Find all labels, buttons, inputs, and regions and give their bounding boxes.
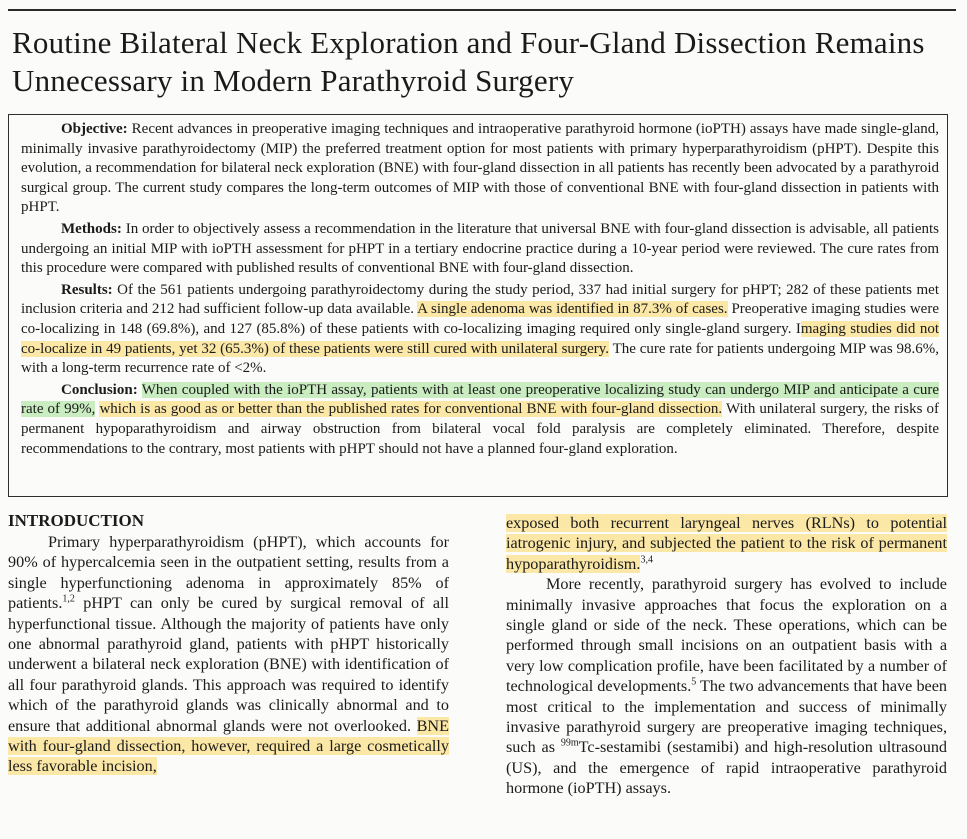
- paper-title: Routine Bilateral Neck Exploration and Four-Gland Dissection Remains Unnecessary in Modern Parathyroid Surgery: [12, 25, 925, 98]
- results-highlight-colocalize: maging studies did not co-localize in 49 patients, yet 32 (65.3%) of these patients were still cured with unilateral surgery.: [21, 320, 939, 357]
- intro-p1-text-a: Primary hyperparathyroidism (pHPT), which accounts for 90% of hypercalcemia seen in the outpatient setting, results from a single hyperfunctioning adenoma in approximately 85% of patients.: [8, 533, 449, 613]
- top-rule: [8, 9, 956, 11]
- intro-heading: INTRODUCTION: [8, 511, 145, 530]
- abstract-box: [8, 114, 948, 497]
- intro-paragraph-1-cont: [506, 513, 947, 574]
- conclusion-highlight-green: When coupled with the ioPTH assay, patients with at least one preoperative localizing study can undergo MIP and anticipate a cure rate of 99%,: [21, 381, 939, 418]
- isotope-superscript: 99m: [560, 738, 579, 750]
- results-text-a: Of the 561 patients undergoing parathyroidectomy during the study period, 337 had initial surgery for pHPT; 282 of these patients met inclusion criteria and 212 had sufficient follow-up data available.: [21, 281, 939, 318]
- results-text-c: The cure rate for patients undergoing MIP was 98.6%, with a long-term recurrence rate of <2%.: [21, 340, 939, 377]
- intro-paragraph-2: [506, 574, 947, 798]
- citation: 5: [691, 676, 697, 688]
- abstract-methods: [21, 220, 939, 279]
- intro-highlight-incision: BNE with four-gland dissection, however, required a large cosmetically less favorable incision,: [8, 716, 449, 776]
- objective-label: Objective:: [61, 121, 128, 137]
- right-column: [506, 513, 947, 799]
- intro-p2-text-c: Tc-sestamibi (sestamibi) and high-resolution ultrasound (US), and the emergence of rapid intraoperative parathyroid hormone (ioPTH) assays.: [506, 738, 947, 798]
- methods-label: Methods:: [61, 220, 122, 237]
- conclusion-text: With unilateral surgery, the risks of permanent hypoparathyroidism and airway obstruction from bilateral vocal fold paralysis are completely eliminated. Therefore, despite recommendations to the contrary, most patients with pHPT should not have a planned four-gland exploration.: [21, 401, 939, 457]
- intro-p2-text-a: More recently, parathyroid surgery has evolved to include minimally invasive approaches that focus the exploration on a single gland or side of the neck. These operations, which can be performed through small incisions on an outpatient basis with a very low complication profile, have been facilitated by a number of technological developments.: [506, 575, 947, 696]
- abstract-objective: [21, 120, 939, 218]
- conclusion-highlight-yellow: which is as good as or better than the published rates for conventional BNE with four-gland dissection.: [99, 401, 723, 418]
- abstract-results: [21, 281, 939, 379]
- left-column: [8, 510, 449, 777]
- abstract-conclusion: [21, 381, 939, 459]
- results-text-b: Preoperative imaging studies were co-localizing in 148 (69.8%), and 127 (85.8%) of these patients with co-localizing imaging required only single-gland surgery. I: [21, 301, 939, 337]
- intro-highlight-rln: exposed both recurrent laryngeal nerves (RLNs) to potential iatrogenic injury, and subjected the patient to the risk of permanent hypoparathyroidism.: [506, 514, 947, 573]
- methods-text: In order to objectively assess a recommendation in the literature that universal BNE with four-gland dissection is advisable, all patients undergoing an initial MIP with ioPTH assessment for pHPT in a tertiary endocrine practice during a 10-year period were reviewed. The cure rates from this procedure were compared with published results of conventional BNE with four-gland dissection.: [21, 220, 939, 277]
- objective-text: Recent advances in preoperative imaging techniques and intraoperative parathyroid hormone (ioPTH) assays have made single-gland, minimally invasive parathyroidectomy (MIP) the preferred treatment option for most patients with primary hyperparathyroidism (pHPT). Despite this evolution, a recommendation for bilateral neck exploration (BNE) with four-gland dissection in all patients has recently been advocated by a parathyroid surgical group. The current study compares the long-term outcomes of MIP with those of conventional BNE with four-gland dissection in patients with pHPT.: [21, 121, 939, 216]
- results-highlight-adenoma: A single adenoma was identified in 87.3% of cases.: [417, 301, 728, 318]
- conclusion-label: Conclusion:: [61, 381, 138, 398]
- citation: 3,4: [640, 554, 653, 566]
- results-label: Results:: [61, 281, 113, 298]
- citation: 1,2: [62, 593, 75, 605]
- intro-p1-text-b: pHPT can only be cured by surgical removal of all hyperfunctional tissue. Although the majority of patients have only one abnormal parathyroid gland, patients with pHPT historically underwent a bilateral neck exploration (BNE) with identification of all four parathyroid glands. This approach was required to identify which of the parathyroid glands was clinically abnormal and to ensure that additional abnormal glands were not overlooked.: [8, 594, 449, 735]
- intro-p2-text-b: The two advancements that have been most critical to the implementation and success of minimally invasive parathyroid surgery are preoperative imaging techniques, such as: [506, 677, 947, 757]
- intro-paragraph-1: [8, 532, 449, 777]
